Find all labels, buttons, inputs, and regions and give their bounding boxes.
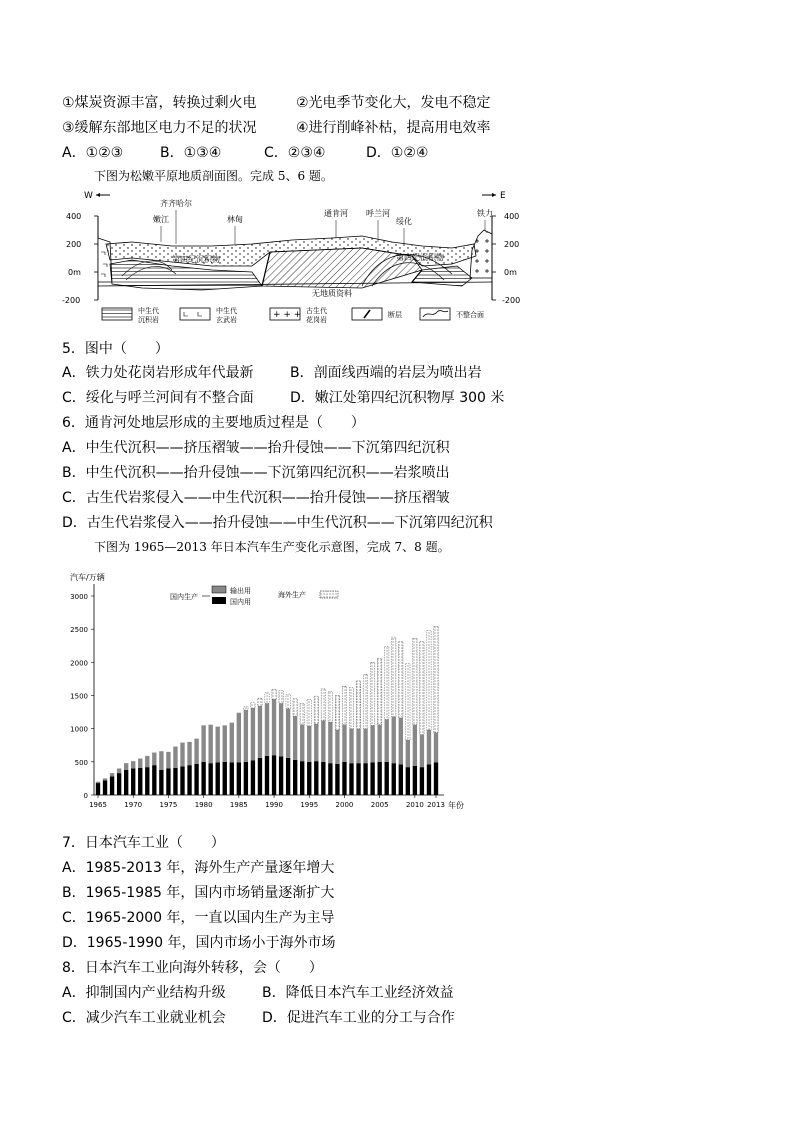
q7-choice-a: A．1985-2013 年，海外生产产量逐年增大	[62, 860, 335, 876]
bar-domestic-use	[258, 758, 262, 795]
q6-choice-c: C．古生代岩浆侵入——中生代沉积——抬升侵蚀——挤压褶皱	[62, 490, 450, 506]
bar-export	[399, 718, 403, 764]
q8-choice-b: B．降低日本汽车工业经济效益	[262, 985, 454, 1001]
x-tick-label: 1995	[300, 801, 319, 809]
bar-domestic-use	[399, 764, 403, 795]
legend-swatch-sedimentary	[102, 308, 132, 320]
bar-export	[216, 727, 220, 763]
bar-domestic-use	[138, 768, 142, 795]
bar-overseas-production	[370, 662, 374, 725]
q6-stem: 6．通肯河处地层形成的主要地质过程是（ ）	[62, 415, 365, 431]
bar-domestic-use	[251, 761, 255, 795]
bar-export	[356, 729, 360, 763]
bar-domestic-use	[328, 763, 332, 795]
bar-export	[335, 730, 339, 764]
bar-overseas-production	[377, 658, 381, 724]
x-tick-label: 2010	[405, 801, 424, 809]
bar-domestic-use	[370, 762, 374, 795]
x-tick-label: 2000	[335, 801, 354, 809]
bar-overseas-production	[258, 698, 262, 706]
bar-domestic-use	[159, 770, 163, 795]
y-tick-label: 2500	[70, 626, 88, 635]
bar-overseas-production	[335, 696, 339, 730]
bar-export	[251, 708, 255, 760]
bar-export	[406, 740, 410, 767]
x-tick-label: 1990	[265, 801, 283, 809]
bar-overseas-production	[363, 674, 367, 728]
place-hulanhe: 呼兰河	[366, 209, 390, 218]
bar-export	[187, 742, 191, 765]
bar-domestic-use	[300, 761, 304, 795]
y-tick-left: -200	[62, 296, 81, 305]
quaternary-label-west: 第四纪沉积物	[172, 255, 220, 264]
cross-section-legend	[102, 306, 484, 324]
japan-car-production-chart	[62, 566, 482, 818]
y-axis-label: 汽车/万辆	[70, 573, 105, 582]
q7-choice-b: B．1965-1985 年，国内市场销量逐渐扩大	[62, 885, 335, 901]
place-tongkenhe: 通肯河	[324, 209, 348, 218]
bar-domestic-use	[392, 763, 396, 795]
bar-export	[265, 703, 269, 755]
bar-export	[413, 725, 417, 766]
bar-export	[110, 773, 114, 776]
bar-export	[180, 743, 184, 767]
bar-domestic-use	[349, 763, 353, 795]
bar-overseas-production	[314, 696, 318, 724]
bar-export	[392, 717, 396, 763]
q4-choice-d: D．①②④	[366, 145, 429, 161]
bar-overseas-production	[265, 693, 269, 704]
bar-domestic-use	[420, 767, 424, 795]
y-tick-left: 400	[66, 212, 82, 221]
bar-export	[370, 725, 374, 762]
section-5-6-intro: 下图为松嫩平原地质剖面图。完成 5、6 题。	[94, 169, 333, 183]
quaternary-label-east: 第四纪沉积物	[396, 253, 444, 262]
y-tick-label: 3000	[70, 593, 88, 601]
bar-domestic-use	[223, 762, 227, 795]
legend-granite-1: 古生代	[306, 307, 327, 315]
bar-domestic-use	[152, 765, 156, 795]
y-tick-label: 0	[83, 792, 88, 800]
y-tick-label: 500	[74, 758, 88, 767]
east-label: E	[500, 191, 506, 201]
bar-domestic-use	[237, 762, 241, 795]
x-tick-label: 1975	[159, 801, 178, 809]
q8-choice-a: A．抑制国内产业结构升级	[62, 985, 226, 1001]
bar-export	[159, 751, 163, 770]
bar-domestic-use	[131, 768, 135, 795]
bar-overseas-production	[251, 703, 255, 708]
bar-export	[138, 759, 142, 768]
bar-overseas-production	[321, 689, 325, 721]
bar-overseas-production	[399, 642, 403, 718]
x-tick-label: 1970	[124, 801, 143, 809]
bar-domestic-use	[385, 762, 389, 795]
legend-sedimentary-1: 中生代	[138, 307, 159, 315]
bar-export	[377, 725, 381, 762]
bar-export	[258, 706, 262, 758]
bar-export	[328, 722, 332, 763]
bar-domestic-use	[286, 758, 290, 795]
bar-export	[194, 739, 198, 764]
bar-export	[279, 703, 283, 756]
legend-fault: 断层	[388, 311, 402, 319]
bar-export	[307, 726, 311, 762]
bar-domestic-use	[173, 768, 177, 795]
bar-export	[349, 729, 353, 763]
x-axis-label: 年份	[448, 801, 464, 810]
legend-swatch-export	[212, 586, 226, 593]
q6-choice-d: D．古生代岩浆侵入——抬升侵蚀——中生代沉积——下沉第四纪沉积	[62, 515, 493, 531]
q7-choice-d: D．1965-1990 年，国内市场小于海外市场	[62, 935, 336, 951]
x-tick-label: 2005	[370, 801, 389, 809]
bar-export	[385, 719, 389, 761]
bar-overseas-production	[356, 681, 360, 729]
q6-choice-b: B．中生代沉积——抬升侵蚀——下沉第四纪沉积——岩浆喷出	[62, 465, 450, 481]
bar-export	[300, 725, 304, 761]
bar-export	[173, 747, 177, 768]
bar-export	[321, 721, 325, 762]
q4-option-3: ③缓解东部地区电力不足的状况	[62, 120, 257, 136]
bar-domestic-use	[124, 770, 128, 795]
bar-export	[434, 733, 438, 763]
x-tick-label: 1985	[229, 801, 248, 809]
bar-export	[103, 778, 107, 780]
bar-domestic-use	[342, 762, 346, 795]
bar-overseas-production	[244, 707, 248, 710]
bar-export	[286, 709, 290, 758]
bar-overseas-production	[286, 694, 290, 709]
section-7-8-intro: 下图为 1965—2013 年日本汽车生产变化示意图，完成 7、8 题。	[94, 540, 450, 554]
bar-domestic-use	[216, 762, 220, 795]
bar-overseas-production	[427, 630, 431, 730]
y-tick-left: 200	[66, 240, 82, 249]
geologic-cross-section	[62, 186, 532, 328]
plus-glyph: + + +	[273, 310, 302, 320]
west-label: W	[84, 191, 93, 201]
bar-export	[427, 730, 431, 764]
legend-export: 输出用	[230, 587, 251, 595]
bar-domestic-use	[434, 762, 438, 795]
bar-export	[272, 699, 276, 755]
bar-export	[237, 713, 241, 763]
bar-overseas-production	[328, 692, 332, 723]
legend-swatch-overseas	[320, 591, 338, 598]
bar-export	[208, 725, 212, 763]
q4-choice-a: A．①②③	[62, 145, 124, 161]
bar-export	[124, 763, 128, 770]
bar-overseas-production	[413, 638, 417, 724]
bar-export	[244, 710, 248, 762]
bar-overseas-production	[406, 664, 410, 740]
bar-export	[131, 761, 135, 768]
bar-export	[230, 723, 234, 763]
bar-overseas-production	[293, 699, 297, 716]
q5-choice-b: B．剖面线西端的岩层为喷出岩	[290, 365, 482, 381]
legend-granite-2: 花岗岩	[306, 316, 327, 324]
bar-overseas-production	[272, 690, 276, 700]
bar-domestic-use	[335, 764, 339, 795]
bar-domestic-use	[201, 762, 205, 795]
q5-choice-d: D．嫩江处第四纪沉积物厚 300 米	[290, 390, 505, 406]
place-nenjiang: 嫩江	[153, 215, 169, 224]
legend-domestic: 国内用	[230, 598, 251, 606]
q4-option-4: ④进行削峰补枯，提高用电效率	[296, 120, 491, 136]
q7-choice-c: C．1965-2000 年，一直以国内生产为主导	[62, 910, 335, 926]
y-tick-right: 0m	[504, 268, 517, 277]
legend-unconformity: 不整合面	[456, 311, 484, 319]
bar-export	[363, 729, 367, 763]
bar-overseas-production	[392, 637, 396, 717]
place-qiqihar: 齐齐哈尔	[160, 199, 192, 208]
bar-export	[117, 768, 121, 773]
legend-swatch-basalt	[180, 308, 210, 320]
bar-export	[223, 725, 227, 761]
bar-domestic-use	[208, 763, 212, 795]
q8-choice-c: C．减少汽车工业就业机会	[62, 1010, 226, 1026]
y-tick-left: 0m	[68, 268, 81, 277]
y-tick-label: 1500	[70, 692, 88, 701]
bar-export	[96, 782, 100, 783]
q4-choice-b: B．①③④	[160, 145, 222, 161]
bar-overseas-production	[349, 688, 353, 729]
bar-domestic-use	[187, 765, 191, 795]
x-tick-label: 1965	[89, 801, 107, 809]
y-tick-right: 200	[504, 240, 520, 249]
bar-export	[293, 716, 297, 760]
bar-export	[314, 724, 318, 761]
q6-choice-a: A．中生代沉积——挤压褶皱——抬升侵蚀——下沉第四纪沉积	[62, 440, 450, 456]
bar-overseas-production	[307, 699, 311, 726]
legend-basalt-1: 中生代	[216, 307, 237, 315]
y-tick-label: 2000	[70, 659, 88, 668]
y-tick-right: 400	[504, 212, 520, 221]
bar-domestic-use	[180, 766, 184, 795]
bar-domestic-use	[406, 767, 410, 795]
bar-domestic-use	[244, 762, 248, 795]
x-tick-label: 2013	[427, 801, 445, 809]
bar-domestic-use	[117, 773, 121, 795]
q5-choice-a: A．铁力处花岗岩形成年代最新	[62, 365, 254, 381]
bar-export	[145, 756, 149, 767]
bar-overseas-production	[420, 642, 424, 735]
bar-domestic-use	[356, 763, 360, 795]
y-tick-label: 1000	[70, 725, 88, 734]
bar-domestic-use	[194, 764, 198, 795]
q4-choice-c: C．②③④	[264, 145, 326, 161]
bar-domestic-use	[110, 776, 114, 795]
bar-export	[201, 725, 205, 761]
q8-choice-d: D．促进汽车工业的分工与合作	[262, 1010, 455, 1026]
bar-export	[152, 753, 156, 766]
bar-domestic-use	[265, 756, 269, 795]
place-lindian: 林甸	[227, 215, 243, 224]
bar-domestic-use	[307, 762, 311, 795]
bar-overseas-production	[300, 703, 304, 724]
bar-domestic-use	[230, 762, 234, 795]
bar-export	[166, 752, 170, 769]
bar-domestic-use	[413, 766, 417, 795]
bar-domestic-use	[145, 767, 149, 795]
q8-stem: 8．日本汽车工业向海外转移，会（ ）	[62, 960, 323, 976]
bar-export	[342, 725, 346, 762]
bar-overseas-production	[279, 690, 283, 703]
bar-domestic-use	[377, 762, 381, 795]
legend-domestic-group: 国内生产	[170, 593, 198, 601]
bar-overseas-production	[434, 627, 438, 733]
bar-domestic-use	[103, 780, 107, 795]
bar-domestic-use	[293, 760, 297, 795]
place-suihua: 绥化	[396, 217, 412, 226]
legend-sedimentary-2: 沉积岩	[138, 316, 159, 324]
bar-export	[420, 735, 424, 768]
legend-swatch-domestic	[212, 597, 226, 604]
bar-domestic-use	[272, 755, 276, 795]
q7-stem: 7．日本汽车工业（ ）	[62, 835, 225, 851]
bar-domestic-use	[314, 761, 318, 795]
no-data-label: 无地质资料	[312, 289, 352, 298]
q4-option-1: ①煤炭资源丰富，转换过剩火电	[62, 95, 257, 111]
y-tick-right: -200	[502, 296, 521, 305]
legend-overseas-group: 海外生产	[278, 591, 306, 599]
q5-stem: 5．图中（ ）	[62, 341, 169, 357]
bar-domestic-use	[363, 763, 367, 795]
bar-overseas-production	[385, 646, 389, 719]
bar-domestic-use	[96, 783, 100, 795]
bar-domestic-use	[427, 764, 431, 795]
legend-basalt-2: 玄武岩	[216, 316, 237, 324]
bar-domestic-use	[166, 768, 170, 795]
bar-overseas-production	[342, 686, 346, 724]
q5-choice-c: C．绥化与呼兰河间有不整合面	[62, 390, 254, 406]
bar-domestic-use	[279, 757, 283, 795]
place-tieli: 铁力	[477, 209, 493, 218]
q4-option-2: ②光电季节变化大，发电不稳定	[296, 95, 491, 111]
bar-domestic-use	[321, 762, 325, 795]
x-tick-label: 1980	[194, 801, 213, 809]
